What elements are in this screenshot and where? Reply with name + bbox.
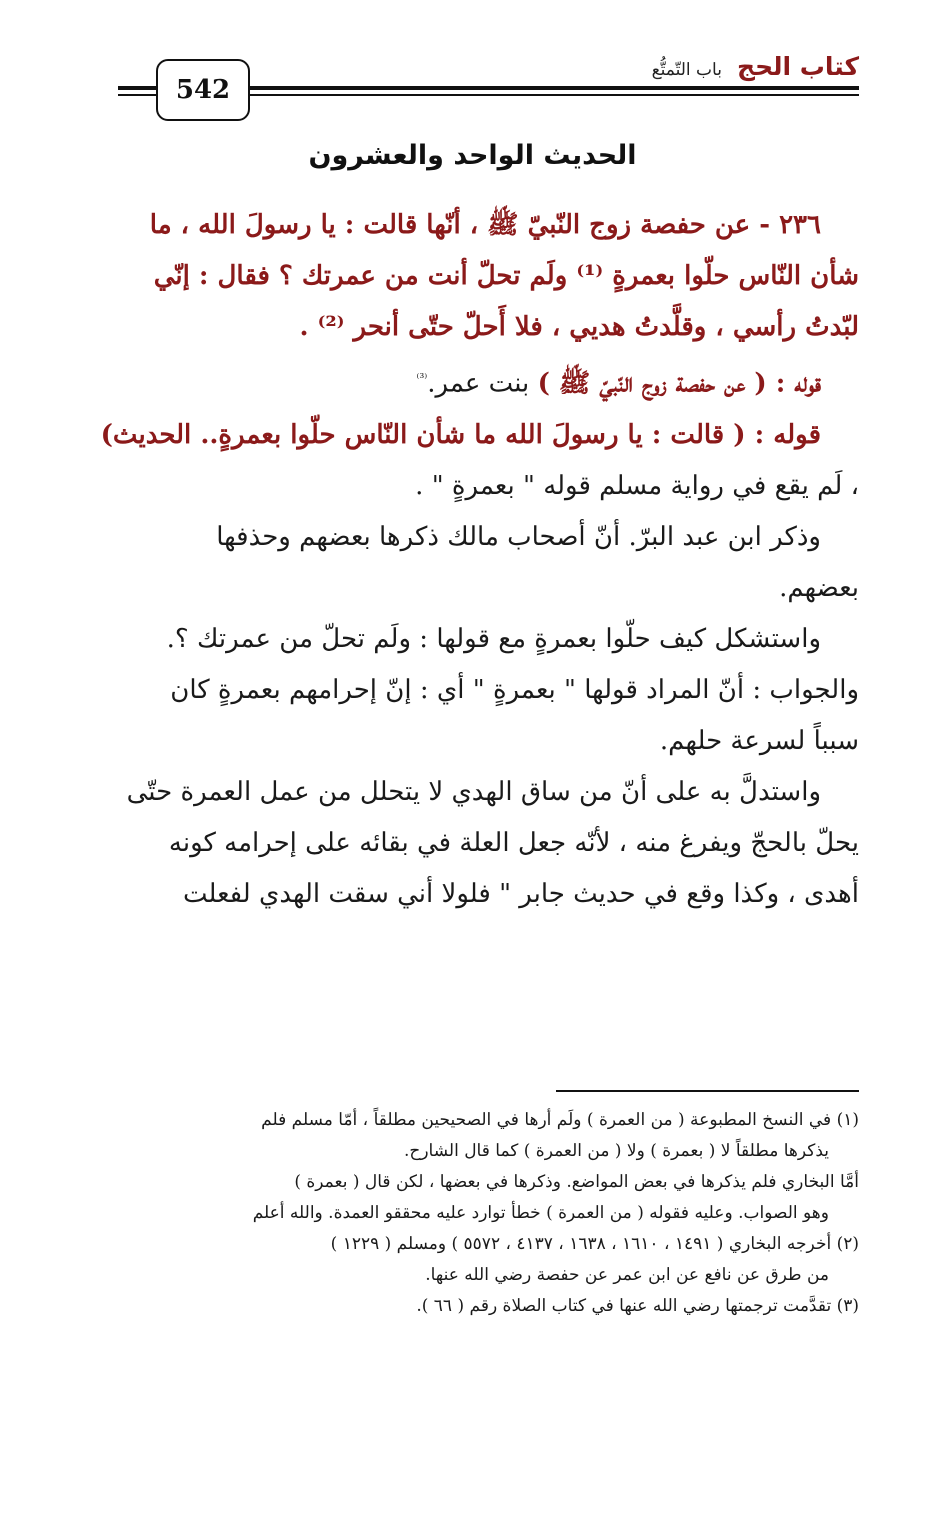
hadith-line: ٢٣٦ - عن حفصة زوج النّبيّ ﷺ ، أنّها قالت : يا رسولَ الله ، ما <box>149 210 821 240</box>
body-line: بعضهم. <box>779 572 859 603</box>
footnote-line: يذكرها مطلقاً لا ( بعمرة ) ولا ( من العمرة ) كما قال الشارح. <box>403 1141 829 1161</box>
footnote-separator <box>556 1090 859 1092</box>
body-line: أهدى ، وكذا وقع في حديث جابر " فلولا أني سقت الهدي لفعلت <box>182 878 859 909</box>
qawl-1-quote: قوله : ( عن حفصة زوج النّبيّ ﷺ ) <box>537 368 821 399</box>
page-number-box <box>156 59 250 121</box>
running-header <box>652 52 859 81</box>
body-line: واستدلَّ به على أنّ من ساق الهدي لا يتحلل من عمل العمرة حتّى <box>126 776 821 807</box>
footnote-line: وهو الصواب. وعليه فقوله ( من العمرة ) خطأ توارد عليه محققو العمدة. والله أعلم <box>252 1203 829 1223</box>
footnote-line: (١) في النسخ المطبوعة ( من العمرة ) ولَم أرها في الصحيحين مطلقاً ، أمّا مسلم فلم <box>261 1110 859 1130</box>
hadith-line: شأن النّاس حلّوا بعمرةٍ ⁽¹⁾ ولَم تحلّ أنت من عمرتك ؟ فقال : إنّي <box>153 261 859 291</box>
footnote-line: (٣) تقدَّمت ترجمتها رضي الله عنها في كتاب الصلاة رقم ( ٦٦ ). <box>416 1296 859 1316</box>
page-number: 542 <box>175 75 231 105</box>
footnote-ref-3: ⁽³⁾ <box>416 371 428 385</box>
book-title: كتاب الحج <box>737 52 859 81</box>
footnote-line: (٢) أخرجه البخاري ( ١٤٩١ ، ١٦١٠ ، ١٦٣٨ ، ٤١٣٧ ، ٥٥٧٢ ) ومسلم ( ١٢٢٩ ) <box>330 1234 859 1254</box>
body-line: يحلّ بالحجّ ويفرغ منه ، لأنّه جعل العلة في بقائه على إحرامه كونه <box>168 827 859 858</box>
body-line: سبباً لسرعة حلهم. <box>659 725 859 756</box>
section-title: الحديث الواحد والعشرون <box>308 140 637 171</box>
body-line: واستشكل كيف حلّوا بعمرةٍ مع قولها : ولَم تحلّ من عمرتك ؟. <box>166 623 821 654</box>
body-line: وذكر ابن عبد البرّ. أنّ أصحاب مالك ذكرها بعضهم وحذفها <box>216 521 821 552</box>
body-line: والجواب : أنّ المراد قولها " بعمرةٍ " أي : إنّ إحرامهم بعمرةٍ كان <box>170 674 859 705</box>
chapter-title: باب التّمتُّع <box>651 60 722 80</box>
qawl-1-text: بنت عمر. <box>427 368 530 399</box>
commentary-qawl-2: قوله : ( قالت : يا رسولَ الله ما شأن النّاس حلّوا بعمرةٍ.. الحديث) <box>100 419 821 450</box>
footnotes <box>86 1105 859 1322</box>
footnote-line: أمَّا البخاري فلم يذكرها في بعض المواضع. وذكرها في بعضها ، لكن قال ( بعمرة ) <box>294 1172 859 1192</box>
footnote-line: من طرق عن نافع عن ابن عمر عن حفصة رضي الله عنها. <box>425 1265 829 1285</box>
main-text <box>86 200 859 920</box>
body-line: ، لَم يقع في رواية مسلم قوله " بعمرةٍ " . <box>415 470 859 501</box>
hadith-line: لبّدتُ رأسي ، وقلَّدتُ هديي ، فلا أَحلّ حتّى أنحر ⁽²⁾ . <box>299 312 859 342</box>
commentary-qawl-1 <box>86 353 859 410</box>
